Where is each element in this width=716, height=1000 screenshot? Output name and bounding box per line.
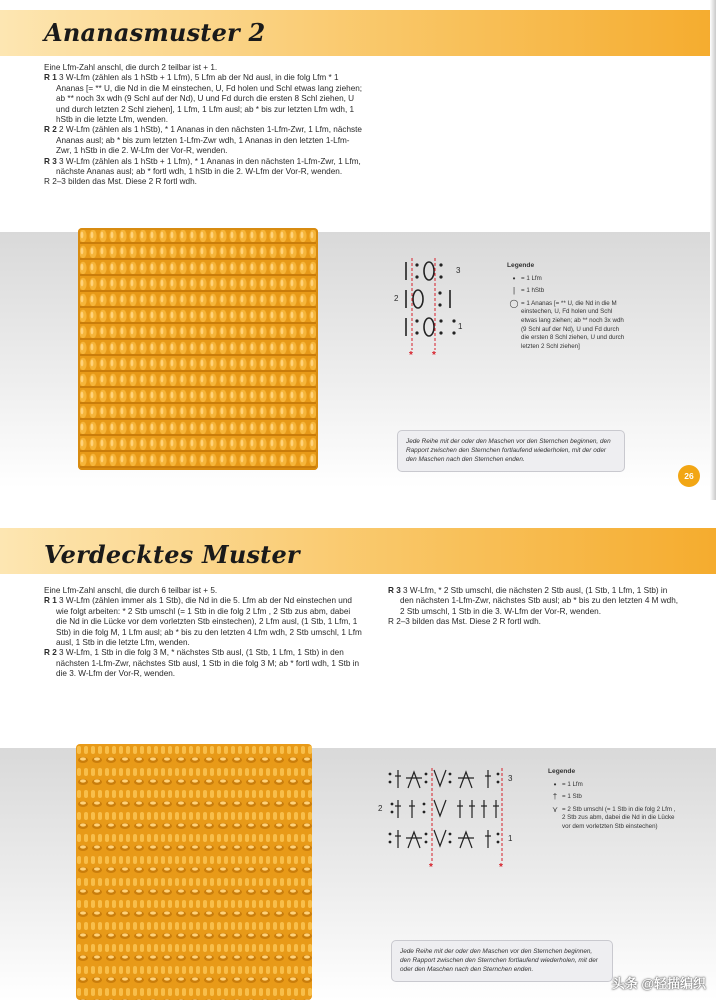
legend-item <box>507 275 627 284</box>
repeat-mark: * <box>432 350 436 361</box>
legend-item <box>507 300 627 352</box>
dagger-icon: † <box>552 792 558 802</box>
legend-item <box>548 793 676 802</box>
legend-desc: = 1 Ananas [= ** U, die Nd in die M einstechen, U, Fd holen und Schl etwas lang ziehen; ab ** noch 3x wdh (9 Schl auf der Nd), U und Fd durch die ersten 8 Schl ziehen, U und durch letzten 2 Schl ziehen] <box>521 299 625 350</box>
legend-desc: = 1 Lfm <box>562 780 583 788</box>
closing-text: R 2–3 bilden das Mst. Diese 2 R fortl wdh. <box>388 617 541 627</box>
chart-legend <box>507 262 627 355</box>
intro-text: Eine Lfm-Zahl anschl, die durch 2 teilbar ist + 1. <box>44 63 218 72</box>
row-2-instruction: R 2 2 W-Lfm (zählen als 1 hStb), * 1 Ananas in den nächsten 1-Lfm-Zwr, 1 Lfm, nächste Ananas ausl; ab * bis zum letzten 1-Lfm-Zwr wdh, 1 Ananas in den letzten 1-Lfm-Zwr, 1 hStb in die 2. W-Lfm der Vor-R, wenden. <box>44 125 362 156</box>
dot-icon: • <box>553 779 557 789</box>
bar-icon: | <box>512 286 516 296</box>
crossed-stitch-icon: ⋎ <box>552 804 558 814</box>
page-verdecktes-muster <box>0 500 716 1000</box>
row-3-instruction: R 3 3 W-Lfm, * 2 Stb umschl, die nächsten 2 Stb ausl, (1 Stb, 1 Lfm, 1 Stb) in den nächsten 1-Lfm-Zwr, nächstes Stb ausl; ab * bis zu den letzten 4 M wdh, 2 Stb umschl, 1 Stb in die 3. W-Lfm der Vor-R, wenden. <box>388 586 679 616</box>
page-edge <box>710 0 716 500</box>
pattern-title: Ananasmuster 2 <box>44 18 266 47</box>
row-1-instruction: R 1 3 W-Lfm (zählen immer als 1 Stb), die Nd in die 5. Lfm ab der Nd einstechen und wie folgt arbeiten: * 2 Stb umschl (= 1 Stb in die folg 2 Lfm , 2 Stb zus abm, dabei die Nd in die Lücke vor dem vorletzten Stb einstechen), 2 Lfm ausl, (1 Stb, 1 Lfm, 1 Stb) in die folg M, 1 Lfm ausl; ab * bis zu den letzten 4 Lfm wdh, 2 Stb umschl, 1 Lfm ausl, 1 Stb in die letzte Lfm, wenden. <box>44 596 362 648</box>
legend-heading: Legende <box>548 768 576 775</box>
row-3-instruction: R 3 3 W-Lfm (zählen als 1 hStb + 1 Lfm), * 1 Ananas in den nächsten 1-Lfm-Zwr, 1 Lfm, nächste Ananas ausl; ab * fortl wdh, 1 hStb in die 2. W-Lfm der Vor-R, wenden. <box>44 156 361 177</box>
watermark: 头条 @轻描编织 <box>611 976 706 991</box>
legend-item <box>548 781 676 790</box>
repeat-mark: * <box>429 862 433 873</box>
dot-icon: • <box>512 273 516 283</box>
crochet-chart <box>392 258 472 366</box>
chart-row-label: 1 <box>508 834 513 843</box>
chart-legend <box>548 768 676 836</box>
instructions-right <box>388 586 680 628</box>
intro-text: Eine Lfm-Zahl anschl, die durch 6 teilbar ist + 5. <box>44 586 218 595</box>
row-1-instruction: R 1 3 W-Lfm (zählen als 1 hStb + 1 Lfm), 5 Lfm ab der Nd ausl, in die folg Lfm * 1 Ananas [= ** U, die Nd in die M einstechen, U, Fd holen und Schl etwas lang ziehen; ab ** noch 3x wdh (9 Schl auf der Nd), U und Fd durch die ersten 8 Schl ziehen, U und durch letzten 2 Schl ziehen], 1 Lfm, 1 Lfm ausl; ab * bis zur letzten Lfm wdh, 1 hStb in die letzte Lfm, wenden. <box>44 73 363 125</box>
repeat-mark: * <box>499 862 503 873</box>
row-2-instruction: R 2 3 W-Lfm, 1 Stb in die folg 3 M, * nächstes Stb ausl, (1 Stb, 1 Lfm, 1 Stb) in den nächsten 1-Lfm-Zwr, nächstes Stb ausl, 1 Stb in die folg 3 M; ab * fortl wdh, 1 Stb in die 3. W-Lfm der Vor-R, wenden. <box>44 648 360 679</box>
legend-desc: = 1 Stb <box>562 793 582 801</box>
legend-item <box>507 287 627 296</box>
chart-row-label: 3 <box>508 774 513 783</box>
legend-item <box>548 806 676 832</box>
chart-row-label: 1 <box>458 322 463 331</box>
chart-row-label: 2 <box>378 804 383 813</box>
legend-desc: = 1 hStb <box>521 287 545 295</box>
chart-note: Jede Reihe mit der oder den Maschen vor den Sternchen beginnen, den Rapport zwischen den Sternchen fortlaufend wiederholen, mit der oder den Maschen nach den Sternchen enden. <box>391 940 613 982</box>
repeat-mark: * <box>409 350 413 361</box>
swatch-photo <box>76 744 312 1000</box>
chart-row-label: 3 <box>456 266 461 275</box>
instructions-left <box>44 586 362 680</box>
legend-heading: Legende <box>507 262 535 269</box>
swatch-photo <box>78 228 318 470</box>
chart-row-label: 2 <box>394 294 399 303</box>
legend-desc: = 1 Lfm <box>521 274 542 282</box>
chart-note: Jede Reihe mit der oder den Maschen vor den Sternchen beginnen, den Rapport zwischen den Sternchen fortlaufend wiederholen, mit der oder den Maschen nach den Sternchen enden. <box>397 430 625 472</box>
closing-text: R 2–3 bilden das Mst. Diese 2 R fortl wdh. <box>44 177 197 187</box>
pattern-title: Verdecktes Muster <box>44 540 300 569</box>
instructions <box>44 63 364 188</box>
oval-icon: ◯ <box>509 298 519 308</box>
crochet-chart <box>378 768 524 873</box>
page-number: 26 <box>678 465 700 487</box>
legend-desc: = 2 Stb umschl (= 1 Stb in die folg 2 Lfm , 2 Stb zus abm, dabei die Nd in die Lücke vor dem vorletzten Stb einstechen) <box>562 805 676 830</box>
